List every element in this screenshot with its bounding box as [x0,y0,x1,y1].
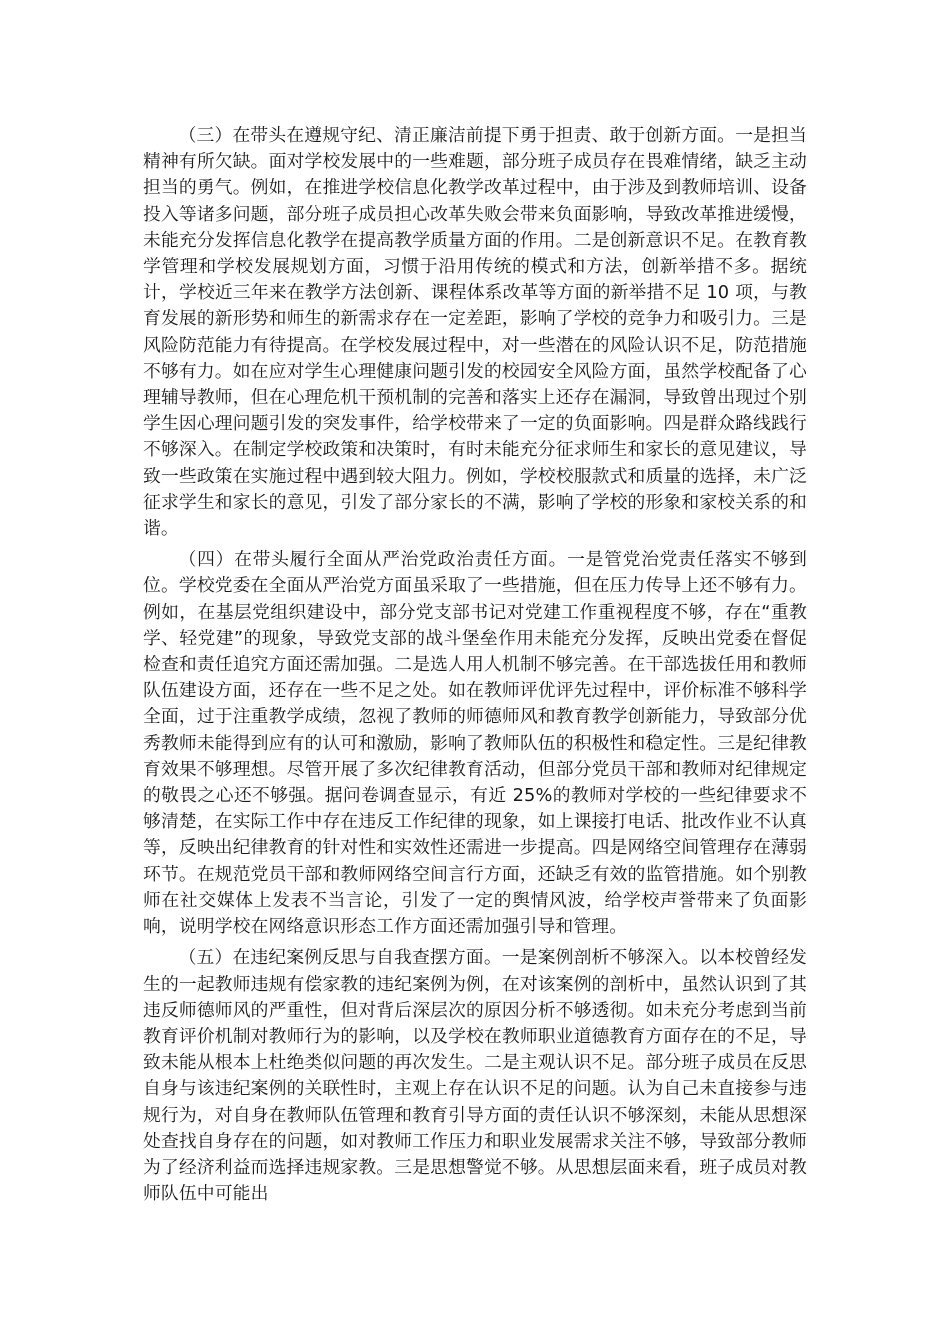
paragraph-section-four: （四）在带头履行全面从严治党政治责任方面。一是管党治党责任落实不够到位。学校党委在全面从严治党方面虽采取了一些措施，但在压力传导上还不够有力。例如，在基层党组织建设中，部分党支部书记对党建工作重视程度不够，存在“重教学、轻党建”的现象，导致党支部的战斗堡垒作用未能充分发挥，反映出党委在督促检查和责任追究方面还需加强。二是选人用人机制不够完善。在干部选拔任用和教师队伍建设方面，还存在一些不足之处。如在教师评优评先过程中，评价标准不够科学全面，过于注重教学成绩，忽视了教师的师德师风和教育教学创新能力，导致部分优秀教师未能得到应有的认可和激励，影响了教师队伍的积极性和稳定性。三是纪律教育效果不够理想。尽管开展了多次纪律教育活动，但部分党员干部和教师对纪律规定的敬畏之心还不够强。据问卷调查显示，有近 25%的教师对学校的一些纪律要求不够清楚，在实际工作中存在违反工作纪律的现象，如上课接打电话、批改作业不认真等，反映出纪律教育的针对性和实效性还需进一步提高。四是网络空间管理存在薄弱环节。在规范党员干部和教师网络空间言行方面，还缺乏有效的监管措施。如个别教师在社交媒体上发表不当言论，引发了一定的舆情风波，给学校声誉带来了负面影响，说明学校在网络意识形态工作方面还需加强引导和管理。 [143,549,807,938]
paragraph-section-five: （五）在违纪案例反思与自我查摆方面。一是案例剖析不够深入。以本校曾经发生的一起教师违规有偿家教的违纪案例为例，在对该案例的剖析中，虽然认识到了其违反师德师风的严重性，但对背后深层次的原因分析不够透彻。如未充分考虑到当前教育评价机制对教师行为的影响，以及学校在教师职业道德教育方面存在的不足，导致未能从根本上杜绝类似问题的再次发生。二是主观认识不足。部分班子成员在反思自身与该违纪案例的关联性时，主观上存在认识不足的问题。认为自己未直接参与违规行为，对自身在教师队伍管理和教育引导方面的责任认识不够深刻，未能从思想深处查找自身存在的问题，如对教师工作压力和职业发展需求关注不够，导致部分教师为了经济利益而选择违规家教。三是思想警觉不够。从思想层面来看，班子成员对教师队伍中可能出 [143,947,807,1205]
document-body [143,123,807,1212]
paragraph-section-three: （三）在带头在遵规守纪、清正廉洁前提下勇于担责、敢于创新方面。一是担当精神有所欠缺。面对学校发展中的一些难题，部分班子成员存在畏难情绪，缺乏主动担当的勇气。例如，在推进学校信息化教学改革过程中，由于涉及到教师培训、设备投入等诸多问题，部分班子成员担心改革失败会带来负面影响，导致改革推进缓慢，未能充分发挥信息化教学在提高教学质量方面的作用。二是创新意识不足。在教育教学管理和学校发展规划方面，习惯于沿用传统的模式和方法，创新举措不多。据统计，学校近三年来在教学方法创新、课程体系改革等方面的新举措不足 10 项，与教育发展的新形势和师生的新需求存在一定差距，影响了学校的竞争力和吸引力。三是风险防范能力有待提高。在学校发展过程中，对一些潜在的风险认识不足，防范措施不够有力。如在应对学生心理健康问题引发的校园安全风险方面，虽然学校配备了心理辅导教师，但在心理危机干预机制的完善和落实上还存在漏洞，导致曾出现过个别学生因心理问题引发的突发事件，给学校带来了一定的负面影响。四是群众路线践行不够深入。在制定学校政策和决策时，有时未能充分征求师生和家长的意见建议，导致一些政策在实施过程中遇到较大阻力。例如，学校校服款式和质量的选择，未广泛征求学生和家长的意见，引发了部分家长的不满，影响了学校的形象和家校关系的和谐。 [143,125,807,540]
